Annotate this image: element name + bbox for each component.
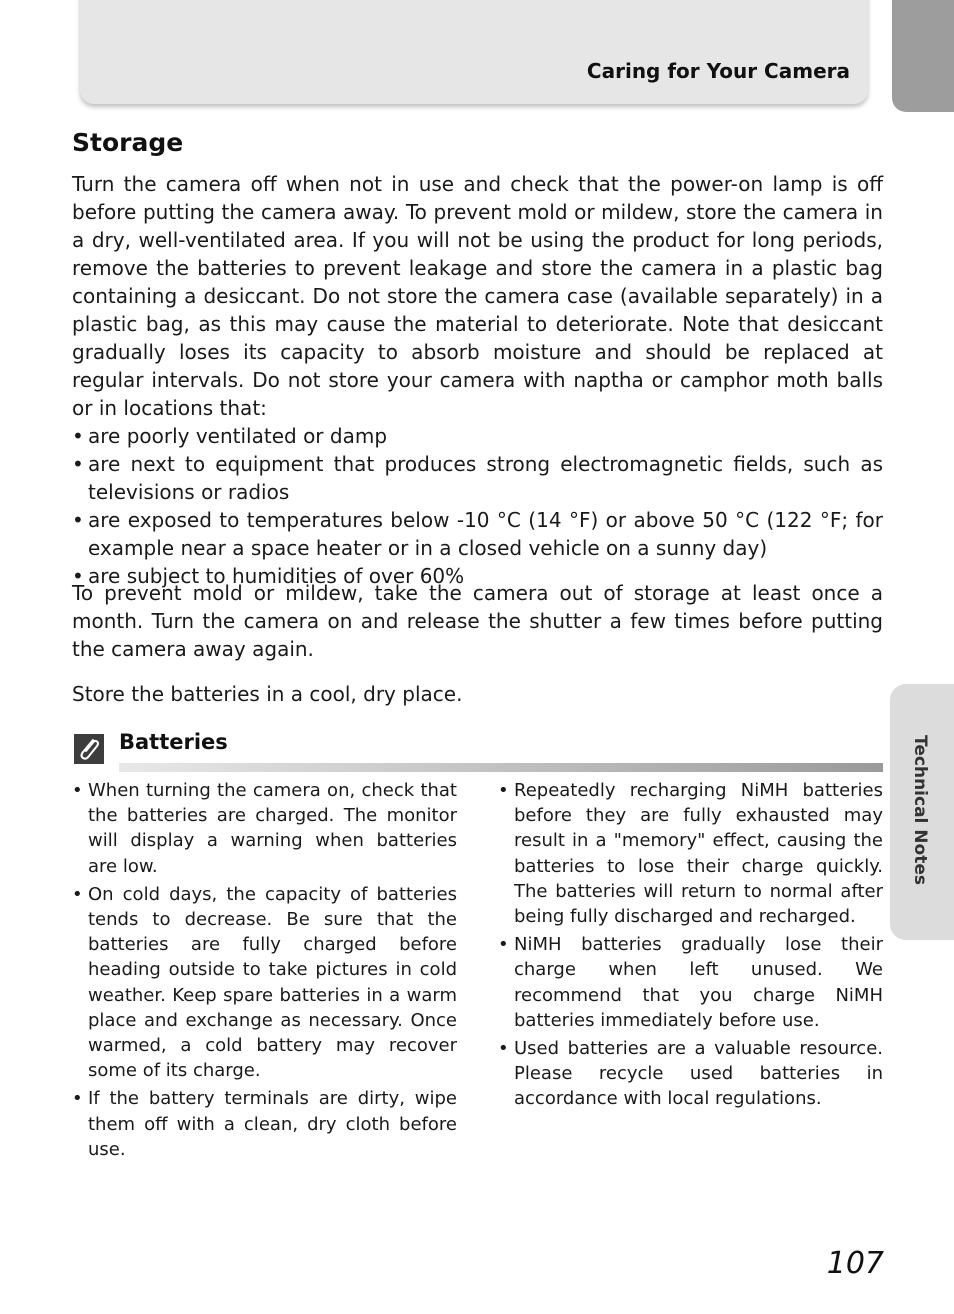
storage-body bbox=[72, 170, 883, 590]
batteries-left-column bbox=[72, 778, 457, 1165]
list-item: • NiMH batteries gradually lose their charge when left unused. We recommend that you charge NiMH batteries immediately before use. bbox=[498, 932, 883, 1033]
page-number: 107 bbox=[826, 1246, 884, 1281]
list-item: • are next to equipment that produces strong electromagnetic fields, such as televisions or radios bbox=[72, 450, 883, 506]
list-item: • Repeatedly recharging NiMH batteries before they are fully exhausted may result in a "memory" effect, causing the batteries to lose their charge quickly. The batteries will return to normal after being fully discharged and recharged. bbox=[498, 778, 883, 929]
header-banner bbox=[80, 0, 868, 104]
list-item: • are exposed to temperatures below -10 °C (14 °F) or above 50 °C (122 °F; for example near a space heater or in a closed vehicle on a sunny day) bbox=[72, 506, 883, 562]
storage-para-2: To prevent mold or mildew, take the camera out of storage at least once a month. Turn the camera on and release the shutter a few times before putting the camera away again. bbox=[72, 581, 883, 661]
storage-para-3: Store the batteries in a cool, dry place. bbox=[72, 682, 463, 706]
corner-tab bbox=[892, 0, 954, 112]
page-title: Storage bbox=[72, 128, 184, 157]
list-item: • are subject to humidities of over 60% bbox=[72, 562, 883, 590]
storage-intro: Turn the camera off when not in use and check that the power-on lamp is off before putting the camera away. To prevent mold or mildew, store the camera in a dry, well-ventilated area. If you will not be using the product for long periods, remove the batteries to prevent leakage and store the camera in a plastic bag containing a desiccant. Do not store the camera case (available separately) in a plastic bag, as this may cause the material to deteriorate. Note that desiccant gradually loses its capacity to absorb moisture and should be replaced at regular intervals. Do not store your camera with naptha or camphor moth balls or in locations that: bbox=[72, 172, 883, 420]
storage-bullet-list bbox=[72, 422, 883, 590]
section-header-title: Caring for Your Camera bbox=[586, 59, 850, 83]
list-item: • are poorly ventilated or damp bbox=[72, 422, 883, 450]
section-divider bbox=[119, 763, 883, 772]
paperclip-icon bbox=[74, 734, 104, 764]
batteries-title: Batteries bbox=[119, 730, 228, 754]
list-item: • If the battery terminals are dirty, wipe them off with a clean, dry cloth before use. bbox=[72, 1086, 457, 1162]
list-item: • Used batteries are a valuable resource. Please recycle used batteries in accordance with local regulations. bbox=[498, 1036, 883, 1112]
list-item: • When turning the camera on, check that the batteries are charged. The monitor will display a warning when batteries are low. bbox=[72, 778, 457, 879]
list-item: • On cold days, the capacity of batteries tends to decrease. Be sure that the batteries are fully charged before heading outside to take pictures in cold weather. Keep spare batteries in a warm place and exchange as necessary. Once warmed, a cold battery may recover some of its charge. bbox=[72, 882, 457, 1084]
side-tab-label: Technical Notes bbox=[910, 735, 930, 885]
batteries-right-column bbox=[498, 778, 883, 1115]
